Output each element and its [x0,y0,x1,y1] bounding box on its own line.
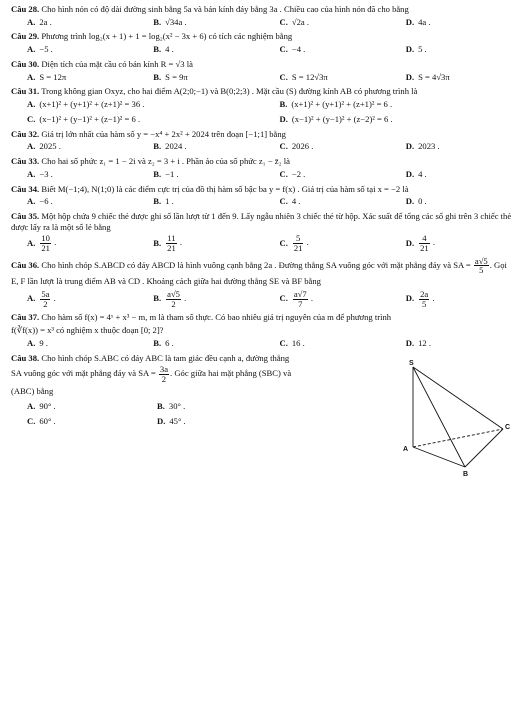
question-stem: Cho hình nón có độ dài đường sinh bằng 5a và bán kính đáy bằng 3a . Chiều cao của hình nón đã cho bằng [41,4,409,14]
question-stem-cont: (ABC) bằng [11,386,54,397]
fraction: $\frac{10}{21}$ [41,233,50,254]
option-c[interactable]: C. 4 . [279,196,301,207]
option-d[interactable]: D. 45° . [157,415,186,426]
exam-page [11,0,516,477]
edge-sb [413,367,465,467]
option-b[interactable]: B. (x+1)² + (y+1)² + (z+1)² = 6 . [279,99,393,110]
option-d[interactable]: D. 5 . [405,44,427,55]
option-c[interactable]: C. (x−1)² + (y−1)² + (z−1)² = 6 . [27,113,141,124]
option-b[interactable]: B. −1 . [153,168,179,179]
question-34 [11,184,516,207]
question-stem: Cho hai số phức z₁ = 1 − 2i và z₂ = 3 + i . Phần ảo của số phức z₁ − z̄₂ là [41,156,290,167]
question-33 [11,156,516,179]
question-37 [11,312,516,348]
question-stem: Phương trình log₂(x + 1) + 1 = log₂(x² − 3x + 6) có tích các nghiệm bằng [41,31,293,42]
option-c[interactable]: C. √2a . [279,16,309,27]
option-b[interactable]: B. 30° . [157,400,186,411]
fraction: $\frac{5}{21}$ [293,233,303,254]
options [11,338,516,349]
fraction: $\frac{a√7}{7}$ [293,289,307,309]
option-d[interactable]: D. 12 . [405,337,431,348]
option-d[interactable]: D. $\frac{2a}{5}$ . [405,289,435,309]
option-a[interactable]: A. 90° . [27,400,56,411]
option-c[interactable]: C. −4 . [279,44,306,55]
options [11,290,516,308]
question-stem-cont: SA vuông góc với mặt phẳng đáy và SA = [11,368,156,379]
question-number: Câu 31. [11,86,40,97]
question-number: Câu 34. [11,183,40,194]
fraction: $\frac{4}{21}$ [420,233,429,254]
question-number: Câu 32. [11,128,40,139]
question-number: Câu 35. [11,211,40,222]
label-c: C [505,423,511,431]
question-stem: Diện tích của mặt cầu có bán kính R = √3 là [41,58,193,69]
question-number: Câu 33. [11,156,40,167]
option-a[interactable]: A. −3 . [27,168,53,179]
option-a[interactable]: A. $\frac{10}{21}$ . [27,233,57,254]
option-d[interactable]: D. 2023 . [405,141,440,152]
label-s: S [409,359,414,367]
option-d[interactable]: D. S = 4√3π [405,71,450,82]
option-b[interactable]: B. 4 . [153,44,174,55]
question-stem: Cho hình chóp S.ABC có đáy ABC là tam giác đều cạnh a, đường thẳng [41,352,290,363]
options [11,44,516,55]
option-b[interactable]: B. $\frac{11}{21}$ . [153,233,183,254]
option-b[interactable]: B. 1 . [153,196,174,207]
question-stem: Một hộp chứa 9 chiếc thẻ được ghi số lần lượt từ 1 đến 9. Lấy ngẫu nhiên 3 chiếc thẻ từ hộp. Xác suất để tổng các số ghi trên 3 chiếc thẻ được lấy ra là một số lẻ bằng [11,211,512,232]
option-b[interactable]: B. S = 9π [153,71,188,82]
option-c[interactable]: C. $\frac{a√7}{7}$ . [279,289,313,309]
options [11,234,516,252]
option-c[interactable]: C. −2 . [279,168,306,179]
option-b[interactable]: B. 6 . [153,337,174,348]
options [11,169,516,180]
question-number: Câu 37. [11,312,40,323]
option-a[interactable]: A. −5 . [27,44,53,55]
question-stem-cont: . Gọi E, F lần lượt là trung điểm AB và CD . Khoảng cách giữa hai đường thẳng SE và BF bằng [11,259,507,286]
option-d[interactable]: D. 4a . [405,16,431,27]
option-d[interactable]: D. $\frac{4}{21}$ . [405,233,435,254]
option-c[interactable]: C. $\frac{5}{21}$ . [279,233,309,254]
question-number: Câu 28. [11,4,40,14]
option-a[interactable]: A. S = 12π [27,71,67,82]
edge-sc [413,367,503,429]
option-d[interactable]: D. 4 . [405,168,427,179]
question-28 [11,4,516,27]
pyramid-figure [403,359,513,477]
fraction: $\frac{5a}{2}$ [41,289,50,309]
question-stem-cont: f(∛f(x)) = x³ có nghiệm x thuộc đoạn [0; 2]? [11,325,164,336]
question-30 [11,59,516,82]
question-number: Câu 36. [11,259,40,270]
option-a[interactable]: A. −6 . [27,196,53,207]
question-number: Câu 29. [11,31,40,42]
fraction: $\frac{3a}{2}$ [159,364,169,384]
options-row-1 [11,401,271,412]
fraction: $\frac{2a}{5}$ [420,289,429,309]
question-stem: Cho hình chóp S.ABCD có đáy ABCD là hình vuông cạnh bằng 2a . Đường thẳng SA vuông góc với mặt phẳng đáy và SA = [41,259,471,270]
label-b: B [463,470,469,477]
fraction: $\frac{11}{21}$ [167,233,176,254]
edge-ab [413,447,465,467]
question-38: Câu 38. Cho hình chóp S.ABC có đáy ABC là tam giác đều cạnh a, đường thẳng SA vuông góc với mặt phẳng đáy và SA = $\frac{3a}{2}$ . Góc giữa hai mặt phẳng (SBC) và (ABC) bằng A. 90° . B. 30° . C. 60° . D. 45° . S A B C [11,353,516,427]
option-c[interactable]: C. S = 12√3π [279,71,328,82]
option-b[interactable]: B. 2024 . [153,141,187,152]
option-c[interactable]: C. 2026 . [279,141,314,152]
question-32 [11,129,516,152]
question-36 [11,257,516,309]
question-stem: Biết M(−1;4), N(1;0) là các điểm cực trị của đồ thị hàm số bậc ba y = f(x) . Giá trị của hàm số tại x = −2 là [41,183,409,194]
option-a[interactable]: A. $\frac{5a}{2}$ . [27,289,56,309]
option-c[interactable]: C. 16 . [279,337,305,348]
fraction: $\frac{a√5}{2}$ [167,289,180,309]
options [11,196,516,207]
option-d[interactable]: D. (x−1)² + (y−1)² + (z−2)² = 6 . [279,113,393,124]
option-d[interactable]: D. 0 . [405,196,427,207]
options-row-2 [11,114,516,125]
option-b[interactable]: B. $\frac{a√5}{2}$ . [153,289,187,309]
options [11,141,516,152]
option-a[interactable]: A. 9 . [27,337,48,348]
edge-ac [413,429,503,447]
question-stem: Giá trị lớn nhất của hàm số y = −x⁴ + 2x² + 2024 trên đoạn [−1;1] bằng [41,128,286,139]
option-a[interactable]: A. 2a . [27,16,52,27]
edge-bc [465,429,503,467]
fraction: $\frac{a√5}{5}$ [474,255,488,276]
options [11,17,516,28]
question-stem: Trong không gian Oxyz, cho hai điểm A(2;0;−1) và B(0;2;3) . Mặt cầu (S) đường kính AB có phương trình là [41,86,418,97]
question-29 [11,31,516,54]
options-row-1 [11,99,516,110]
question-number: Câu 30. [11,58,40,69]
option-a[interactable]: A. 2025 . [27,141,61,152]
option-a[interactable]: A. (x+1)² + (y+1)² + (z+1)² = 36 . [27,99,145,110]
option-b[interactable]: B. √34a . [153,16,187,27]
question-31 [11,86,516,124]
question-35 [11,211,516,253]
question-stem: Cho hàm số f(x) = 4ˣ + x³ − m, m là tham số thực. Có bao nhiêu giá trị nguyên của m để phương trình [41,312,392,323]
options-row-2 [11,416,271,427]
label-a: A [403,445,409,453]
option-c[interactable]: C. 60° . [27,415,56,426]
question-number: Câu 38. [11,352,40,363]
options [11,72,516,83]
